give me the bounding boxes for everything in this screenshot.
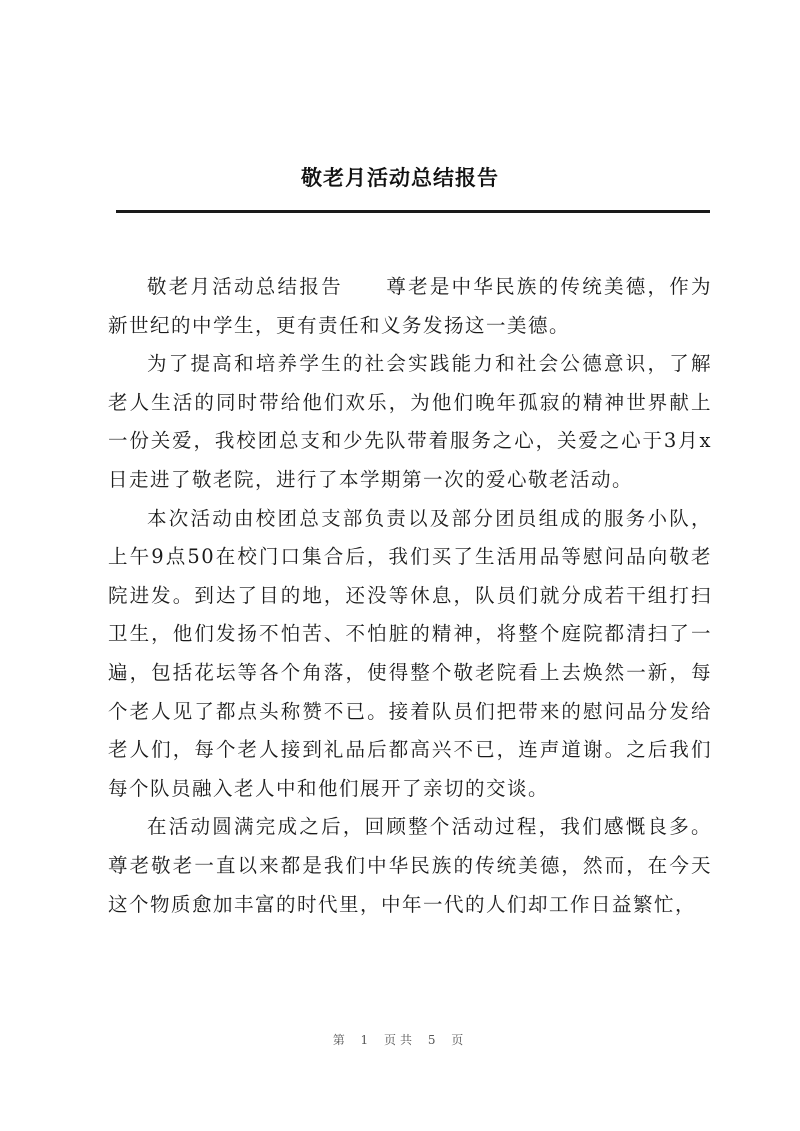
document-body: [108, 268, 712, 924]
page-footer: 第 1 页共 5 页: [332, 1033, 468, 1047]
paragraph-4: 在活动圆满完成之后，回顾整个活动过程，我们感慨良多。尊老敬老一直以来都是我们中华民族的传统美德，然而，在今天这个物质愈加丰富的时代里，中年一代的人们却工作日益繁忙，: [108, 815, 712, 916]
paragraph-3: 本次活动由校团总支部负责以及部分团员组成的服务小队，上午9点50在校门口集合后，我们买了生活用品等慰问品向敬老院进发。到达了目的地，还没等休息，队员们就分成若干组打扫卫生，他们发扬不怕苦、不怕脏的精神，将整个庭院都清扫了一遍，包括花坛等各个角落，使得整个敬老院看上去焕然一新，每个老人见了都点头称赞不已。接着队员们把带来的慰问品分发给老人们，每个老人接到礼品后都高兴不已，连声道谢。之后我们每个队员融入老人中和他们展开了亲切的交谈。: [108, 506, 712, 800]
title-divider: [116, 210, 710, 213]
paragraph-1: 敬老月活动总结报告 尊老是中华民族的传统美德，作为新世纪的中学生，更有责任和义务发扬这一美德。: [108, 275, 712, 337]
paragraph-2: 为了提高和培养学生的社会实践能力和社会公德意识，了解老人生活的同时带给他们欢乐，为他们晚年孤寂的精神世界献上一份关爱，我校团总支和少先队带着服务之心，关爱之心于3月x日走进了敬老院，进行了本学期第一次的爱心敬老活动。: [108, 352, 712, 491]
document-title: 敬老月活动总结报告: [301, 165, 499, 190]
